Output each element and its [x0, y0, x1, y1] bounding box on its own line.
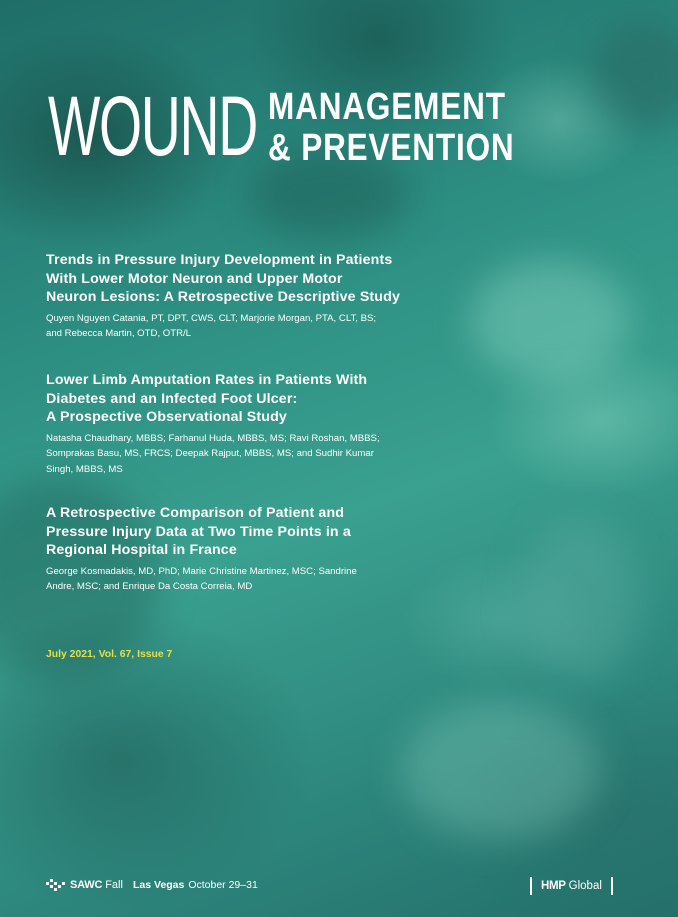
article-title: Trends in Pressure Injury Development in Patients With Lower Motor Neuron and Upper Motor Neuron Lesions: A Retrospective Descriptive Study	[46, 252, 400, 305]
sawc-logo-icon	[46, 878, 66, 892]
event-season: Fall	[105, 879, 123, 891]
article-authors: George Kosmadakis, MD, PhD; Marie Christine Martinez, MSC; Sandrine Andre, MSC; and Enrique Da Costa Correia, MD	[46, 565, 357, 593]
masthead-wound: WOUND	[48, 79, 257, 173]
journal-masthead	[48, 79, 518, 173]
divider-bar	[611, 877, 613, 895]
masthead-subtitle	[268, 88, 515, 167]
divider-bar	[530, 877, 532, 895]
publisher-logo	[530, 876, 613, 896]
background-blur	[590, 20, 678, 130]
publisher-mark: HMP	[541, 880, 566, 892]
article-1	[46, 251, 426, 342]
masthead-prevention: & PREVENTION	[268, 127, 515, 169]
article-authors: Natasha Chaudhary, MBBS; Farhanul Huda, MBBS, MS; Ravi Roshan, MBBS; Somprakas Basu, MS, FRCS; Deepak Rajput, MBBS, MS; and Sudhir Kumar Singh, MBBS, MS	[46, 432, 380, 475]
masthead-management: MANAGEMENT	[268, 86, 506, 128]
publisher-name: Global	[568, 880, 602, 892]
event-brand: SAWC	[70, 879, 103, 891]
event-banner	[46, 878, 258, 892]
background-blur	[470, 260, 630, 380]
article-3	[46, 504, 426, 595]
background-blur	[520, 520, 640, 680]
article-title: Lower Limb Amputation Rates in Patients With Diabetes and an Infected Foot Ulcer: A Prospective Observational Study	[46, 372, 368, 425]
background-blur	[400, 700, 600, 840]
event-dates: October 29–31	[188, 879, 258, 891]
article-2	[46, 371, 426, 477]
article-authors: Quyen Nguyen Catania, PT, DPT, CWS, CLT; Marjorie Morgan, PTA, CLT, BS; and Rebecca Martin, OTD, OTR/L	[46, 312, 377, 340]
article-title: A Retrospective Comparison of Patient and Pressure Injury Data at Two Time Points in a Regional Hospital in France	[46, 505, 351, 558]
issue-info: July 2021, Vol. 67, Issue 7	[46, 649, 173, 660]
event-city: Las Vegas	[132, 879, 185, 891]
